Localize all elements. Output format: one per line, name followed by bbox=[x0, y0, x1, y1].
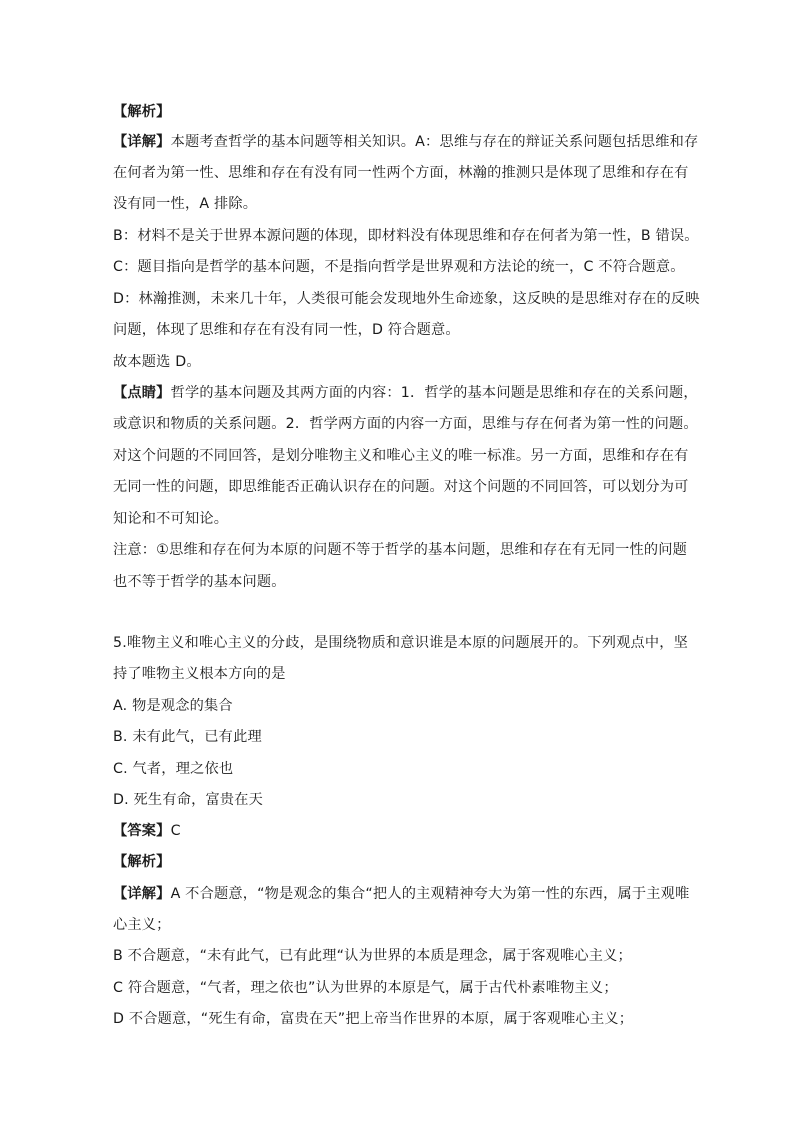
detail-line-2: 在何者为第一性、思维和存在有没有同一性两个方面，林瀚的推测只是体现了思维和存在有 bbox=[113, 165, 689, 181]
option-a: A. 物是观念的集合 bbox=[113, 698, 233, 714]
q5-detail-line-1 bbox=[113, 884, 688, 904]
note-line-2: 也不等于哲学的基本问题。 bbox=[113, 574, 286, 590]
note-line-1: 注意：①思维和存在何为本原的问题不等于哲学的基本问题，思维和存在有无同一性的问题 bbox=[113, 542, 688, 558]
q5-analysis-heading: 【解析】 bbox=[113, 854, 171, 870]
option-analysis-b: B：材料不是关于世界本源问题的体现，即材料没有体现思维和存在何者为第一性，B 错误。 bbox=[113, 228, 699, 244]
answer-label: 【答案】 bbox=[113, 823, 171, 839]
option-d: D. 死生有命，富贵在天 bbox=[113, 792, 264, 808]
q5-option-analysis-c: C 符合题意，“气者，理之依也”认为世界的本原是气，属于古代朴素唯物主义； bbox=[113, 980, 618, 996]
point-label: 【点睛】 bbox=[113, 385, 171, 401]
q5-detail-line-2: 心主义； bbox=[113, 917, 171, 933]
point-line-4: 无同一性的问题，即思维能否正确认识存在的问题。对这个问题的不同回答，可以划分为可 bbox=[113, 479, 689, 495]
q5-option-analysis-b: B 不合题意，“未有此气，已有此理“认为世界的本质是理念，属于客观唯心主义； bbox=[113, 948, 632, 964]
point-line-1 bbox=[113, 383, 698, 403]
point-line-3: 对这个问题的不同回答，是划分唯物主义和唯心主义的唯一标准。另一方面，思维和存在有 bbox=[113, 448, 689, 464]
question-stem-line-2: 持了唯物主义根本方向的是 bbox=[113, 666, 286, 682]
detail-text: 本题考查哲学的基本问题等相关知识。A：思维与存在的辩证关系问题包括思维和存 bbox=[170, 134, 699, 150]
q5-detail-text: A 不合题意，“物是观念的集合“把人的主观精神夸大为第一性的东西，属于主观唯 bbox=[170, 886, 690, 902]
answer-value: C bbox=[170, 823, 181, 839]
detail-line-1 bbox=[113, 132, 699, 152]
option-b: B. 未有此气，已有此理 bbox=[113, 729, 262, 745]
option-analysis-d: D：林瀚推测，未来几十年，人类很可能会发现地外生命迹象，这反映的是思维对存在的反映 bbox=[113, 291, 700, 307]
option-analysis-c: C：题目指向是哲学的基本问题，不是指向哲学是世界观和方法论的统一，C 不符合题意。 bbox=[113, 259, 685, 275]
option-analysis-d-cont: 问题，体现了思维和存在有没有同一性，D 符合题意。 bbox=[113, 322, 460, 338]
point-text: 哲学的基本问题及其两方面的内容：1．哲学的基本问题是思维和存在的关系问题， bbox=[170, 385, 698, 401]
q5-detail-label: 【详解】 bbox=[113, 886, 171, 902]
option-c: C. 气者，理之依也 bbox=[113, 761, 234, 777]
point-line-5: 知论和不可知论。 bbox=[113, 511, 229, 527]
detail-label: 【详解】 bbox=[113, 134, 171, 150]
q5-option-analysis-d: D 不合题意，“死生有命，富贵在天”把上帝当作世界的本原，属于客观唯心主义； bbox=[113, 1011, 634, 1027]
conclusion: 故本题选 D。 bbox=[113, 354, 201, 370]
question-stem-line-1: 5.唯物主义和唯心主义的分歧，是围绕物质和意识谁是本原的问题展开的。下列观点中，坚 bbox=[113, 635, 689, 651]
answer-line bbox=[113, 821, 688, 841]
point-line-2: 或意识和物质的关系问题。2．哲学两方面的内容一方面，思维与存在何者为第一性的问题。 bbox=[113, 416, 698, 432]
analysis-heading: 【解析】 bbox=[113, 104, 171, 120]
detail-line-3: 没有同一性，A 排除。 bbox=[113, 196, 258, 212]
